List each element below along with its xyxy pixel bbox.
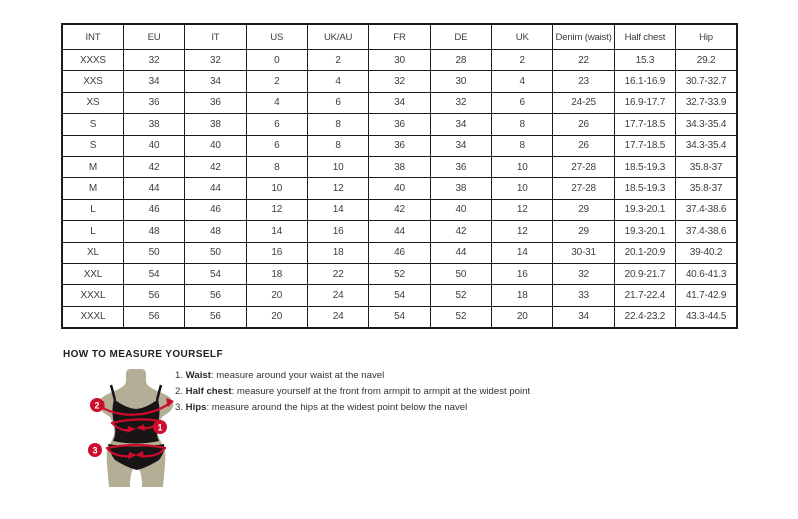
size-cell: 26 — [553, 135, 614, 156]
size-cell: 29 — [553, 199, 614, 220]
column-header: IT — [185, 24, 246, 50]
size-cell: 15.3 — [614, 50, 675, 71]
size-cell: 40 — [369, 178, 430, 199]
size-cell: 2 — [246, 71, 307, 92]
size-cell: 48 — [185, 221, 246, 242]
size-cell: 19.3-20.1 — [614, 199, 675, 220]
size-cell: 54 — [123, 263, 184, 284]
size-cell: 37.4-38.6 — [676, 199, 737, 220]
size-cell: 42 — [123, 156, 184, 177]
size-cell: 42 — [430, 221, 491, 242]
size-cell: 50 — [185, 242, 246, 263]
size-cell: 46 — [123, 199, 184, 220]
size-cell: 36 — [369, 114, 430, 135]
size-cell: 34 — [123, 71, 184, 92]
size-cell: 54 — [369, 285, 430, 306]
column-header: Half chest — [614, 24, 675, 50]
size-cell: 39-40.2 — [676, 242, 737, 263]
size-cell: 38 — [430, 178, 491, 199]
table-row — [62, 263, 737, 284]
size-cell: 8 — [246, 156, 307, 177]
size-cell: XXXS — [62, 50, 123, 71]
size-cell: 27-28 — [553, 156, 614, 177]
size-cell: 18.5-19.3 — [614, 178, 675, 199]
size-cell: 16.9-17.7 — [614, 92, 675, 113]
table-header-row — [62, 24, 737, 50]
size-cell: 20.1-20.9 — [614, 242, 675, 263]
size-cell: 29 — [553, 221, 614, 242]
column-header: Hip — [676, 24, 737, 50]
size-cell: 4 — [307, 71, 368, 92]
size-cell: 42 — [185, 156, 246, 177]
table-row — [62, 92, 737, 113]
size-cell: 34 — [185, 71, 246, 92]
measure-step: 2. Half chest: measure yourself at the front from armpit to armpit at the widest point — [175, 386, 531, 397]
table-row — [62, 199, 737, 220]
size-cell: 8 — [307, 114, 368, 135]
size-cell: 34 — [553, 306, 614, 328]
size-cell: 32.7-33.9 — [676, 92, 737, 113]
size-cell: 40 — [185, 135, 246, 156]
size-cell: 38 — [123, 114, 184, 135]
size-cell: 29.2 — [676, 50, 737, 71]
badge-hips — [88, 443, 102, 457]
size-cell: 41.7-42.9 — [676, 285, 737, 306]
size-cell: 18 — [246, 263, 307, 284]
size-cell: 20.9-21.7 — [614, 263, 675, 284]
table-row — [62, 285, 737, 306]
size-cell: 35.8-37 — [676, 156, 737, 177]
size-cell: 22.4-23.2 — [614, 306, 675, 328]
table-row — [62, 221, 737, 242]
size-cell: 34 — [430, 135, 491, 156]
table-row — [62, 71, 737, 92]
size-cell: 16 — [492, 263, 553, 284]
size-cell: 24-25 — [553, 92, 614, 113]
size-cell: 12 — [246, 199, 307, 220]
size-cell: 32 — [553, 263, 614, 284]
size-cell: 6 — [246, 114, 307, 135]
size-cell: XXL — [62, 263, 123, 284]
size-cell: 54 — [369, 306, 430, 328]
measure-section-heading: HOW TO MEASURE YOURSELF — [63, 349, 223, 360]
size-cell: 8 — [307, 135, 368, 156]
size-cell: 32 — [369, 71, 430, 92]
measure-step: 3. Hips: measure around the hips at the widest point below the navel — [175, 402, 468, 413]
svg-text:2: 2 — [94, 400, 100, 411]
size-cell: 14 — [246, 221, 307, 242]
size-cell: 32 — [185, 50, 246, 71]
size-cell: L — [62, 199, 123, 220]
size-cell: 4 — [246, 92, 307, 113]
column-header: Denim (waist) — [553, 24, 614, 50]
size-cell: 38 — [185, 114, 246, 135]
size-cell: 20 — [492, 306, 553, 328]
size-cell: 10 — [307, 156, 368, 177]
size-cell: 33 — [553, 285, 614, 306]
size-cell: 50 — [430, 263, 491, 284]
size-cell: L — [62, 221, 123, 242]
size-cell: 32 — [430, 92, 491, 113]
size-cell: 6 — [492, 92, 553, 113]
size-cell: 32 — [123, 50, 184, 71]
size-cell: 30 — [430, 71, 491, 92]
size-cell: 34 — [369, 92, 430, 113]
size-cell: 12 — [307, 178, 368, 199]
svg-text:3: 3 — [92, 445, 98, 456]
size-cell: 36 — [369, 135, 430, 156]
size-cell: 16 — [307, 221, 368, 242]
table-row — [62, 50, 737, 71]
size-cell: 22 — [553, 50, 614, 71]
size-cell: 16.1-16.9 — [614, 71, 675, 92]
size-cell: 35.8-37 — [676, 178, 737, 199]
column-header: EU — [123, 24, 184, 50]
size-cell: 40 — [123, 135, 184, 156]
size-cell: 2 — [492, 50, 553, 71]
table-row — [62, 306, 737, 328]
size-cell: XXXL — [62, 306, 123, 328]
badge-waist — [153, 420, 167, 434]
size-cell: 12 — [492, 221, 553, 242]
size-cell: 8 — [492, 135, 553, 156]
size-cell: 18.5-19.3 — [614, 156, 675, 177]
size-cell: 10 — [492, 156, 553, 177]
size-cell: 23 — [553, 71, 614, 92]
size-cell: 12 — [492, 199, 553, 220]
size-cell: 8 — [492, 114, 553, 135]
size-cell: 40.6-41.3 — [676, 263, 737, 284]
size-cell: 44 — [185, 178, 246, 199]
column-header: US — [246, 24, 307, 50]
size-cell: 44 — [123, 178, 184, 199]
size-cell: 36 — [123, 92, 184, 113]
size-cell: 21.7-22.4 — [614, 285, 675, 306]
size-cell: 30 — [369, 50, 430, 71]
column-header: FR — [369, 24, 430, 50]
size-cell: XL — [62, 242, 123, 263]
badge-half-chest — [90, 398, 104, 412]
size-cell: 37.4-38.6 — [676, 221, 737, 242]
size-cell: 18 — [307, 242, 368, 263]
column-header: DE — [430, 24, 491, 50]
size-cell: 19.3-20.1 — [614, 221, 675, 242]
size-cell: 44 — [369, 221, 430, 242]
size-cell: 6 — [307, 92, 368, 113]
size-cell: 56 — [123, 285, 184, 306]
size-cell: 40 — [430, 199, 491, 220]
size-cell: 56 — [185, 306, 246, 328]
size-cell: S — [62, 135, 123, 156]
size-cell: 17.7-18.5 — [614, 114, 675, 135]
size-cell: XXXL — [62, 285, 123, 306]
size-cell: 46 — [369, 242, 430, 263]
size-cell: M — [62, 156, 123, 177]
size-cell: S — [62, 114, 123, 135]
size-cell: 52 — [430, 285, 491, 306]
table-row — [62, 178, 737, 199]
table-row — [62, 135, 737, 156]
column-header: UK — [492, 24, 553, 50]
size-cell: 38 — [369, 156, 430, 177]
size-cell: 30-31 — [553, 242, 614, 263]
size-cell: 10 — [246, 178, 307, 199]
size-cell: 56 — [185, 285, 246, 306]
column-header: INT — [62, 24, 123, 50]
size-cell: 17.7-18.5 — [614, 135, 675, 156]
size-cell: 2 — [307, 50, 368, 71]
table-row — [62, 114, 737, 135]
measure-step: 1. Waist: measure around your waist at the navel — [175, 370, 385, 381]
column-header: UK/AU — [307, 24, 368, 50]
size-cell: 20 — [246, 306, 307, 328]
size-cell: M — [62, 178, 123, 199]
size-cell: 27-28 — [553, 178, 614, 199]
size-cell: 48 — [123, 221, 184, 242]
size-cell: 50 — [123, 242, 184, 263]
size-cell: 42 — [369, 199, 430, 220]
table-row — [62, 156, 737, 177]
size-cell: 18 — [492, 285, 553, 306]
size-cell: 24 — [307, 306, 368, 328]
size-cell: 34.3-35.4 — [676, 114, 737, 135]
size-cell: 43.3-44.5 — [676, 306, 737, 328]
size-cell: 36 — [185, 92, 246, 113]
size-cell: 6 — [246, 135, 307, 156]
size-cell: 10 — [492, 178, 553, 199]
size-cell: 30.7-32.7 — [676, 71, 737, 92]
size-cell: 52 — [430, 306, 491, 328]
size-chart-table — [61, 23, 738, 329]
size-cell: 20 — [246, 285, 307, 306]
size-cell: 46 — [185, 199, 246, 220]
size-cell: 26 — [553, 114, 614, 135]
size-cell: 14 — [492, 242, 553, 263]
svg-text:1: 1 — [157, 422, 163, 433]
size-cell: XXS — [62, 71, 123, 92]
size-cell: 34.3-35.4 — [676, 135, 737, 156]
size-cell: 14 — [307, 199, 368, 220]
size-cell: 4 — [492, 71, 553, 92]
size-cell: 44 — [430, 242, 491, 263]
size-cell: 52 — [369, 263, 430, 284]
size-cell: 28 — [430, 50, 491, 71]
size-cell: XS — [62, 92, 123, 113]
size-cell: 24 — [307, 285, 368, 306]
size-cell: 0 — [246, 50, 307, 71]
measure-steps-list — [175, 371, 530, 419]
size-cell: 54 — [185, 263, 246, 284]
size-cell: 34 — [430, 114, 491, 135]
table-row — [62, 242, 737, 263]
size-cell: 16 — [246, 242, 307, 263]
size-cell: 36 — [430, 156, 491, 177]
size-cell: 22 — [307, 263, 368, 284]
size-cell: 56 — [123, 306, 184, 328]
